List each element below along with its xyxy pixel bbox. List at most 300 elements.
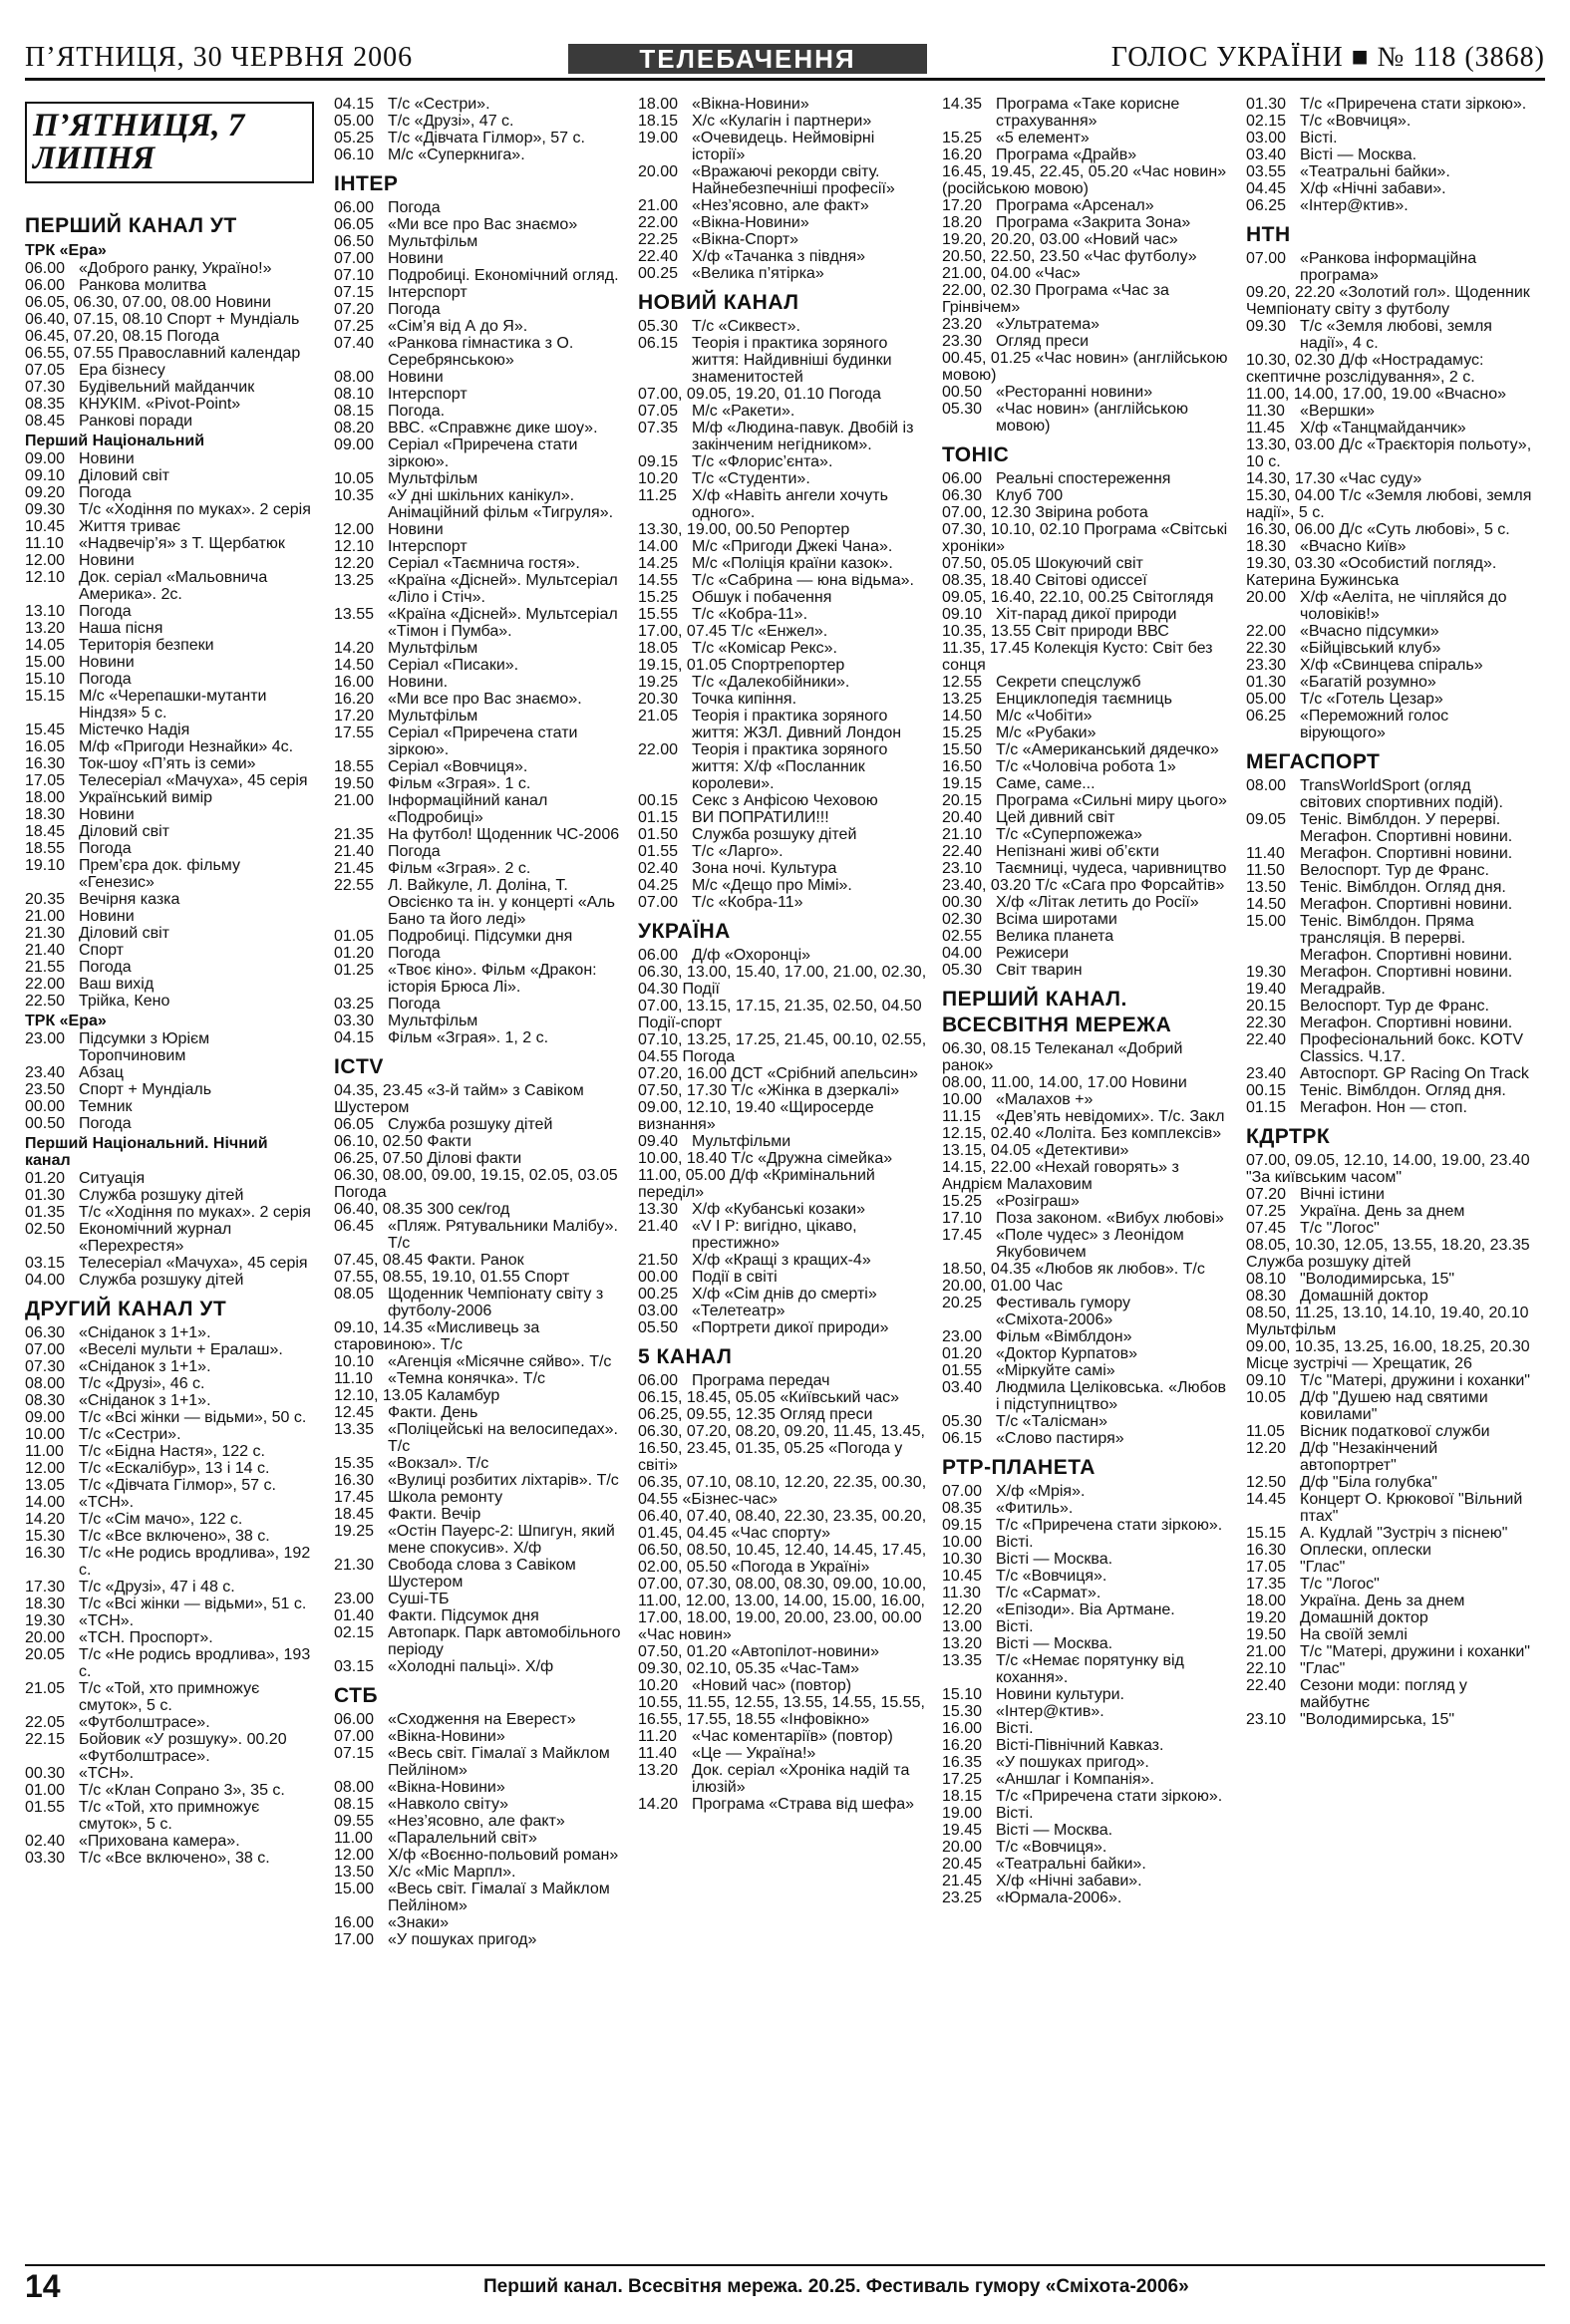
program-time: 10.00 xyxy=(942,1091,983,1108)
program-time: 11.45 xyxy=(1246,420,1285,436)
program-item xyxy=(942,197,1231,214)
program-title: Програма передач xyxy=(692,1372,830,1389)
program-time: 20.15 xyxy=(942,792,983,809)
program-title: Вісті. xyxy=(996,1805,1034,1822)
program-time: 22.15 xyxy=(25,1731,66,1748)
program-item xyxy=(638,453,927,470)
program-time: 06.45, 07.20, 08.15 xyxy=(25,328,162,345)
program-title: Т/с "Матері, дружини і коханки" xyxy=(1300,1372,1530,1389)
program-time: 09.00, 12.10, 19.40 xyxy=(638,1099,776,1116)
program-title: Ділові факти xyxy=(427,1150,522,1167)
program-item xyxy=(942,1210,1231,1227)
program-title: «Поле чудес» з Леонідом Якубовичем xyxy=(996,1227,1184,1261)
program-item xyxy=(638,1643,927,1660)
program-title: «ТСН». xyxy=(79,1494,135,1511)
program-time: 21.55 xyxy=(25,959,66,976)
program-time: 04.00 xyxy=(25,1272,66,1289)
program-time: 10.05 xyxy=(1246,1389,1287,1406)
channel-heading: УКРАЇНА xyxy=(638,920,731,943)
program-title: Мультфільм xyxy=(388,233,478,250)
program-time: 07.55, 08.55, 19.10, 01.55 xyxy=(334,1269,520,1286)
program-time: 07.15 xyxy=(334,284,375,301)
program-item xyxy=(1246,1203,1535,1220)
program-item xyxy=(334,1082,623,1116)
program-item xyxy=(334,826,623,843)
program-title: Т/с «Суперпожежа» xyxy=(996,826,1142,843)
program-item xyxy=(25,467,314,484)
program-title: Погода xyxy=(79,603,132,620)
program-title: Х/ф «Мрія». xyxy=(996,1483,1086,1500)
program-item xyxy=(25,1392,314,1409)
program-time: 04.00 xyxy=(942,945,983,962)
program-item xyxy=(25,1494,314,1511)
program-title: М/с «Пригоди Джекі Чана». xyxy=(692,538,893,555)
program-title: Д/ф "Незакінчений автопортрет" xyxy=(1300,1440,1438,1474)
program-item xyxy=(1246,1288,1535,1305)
program-item xyxy=(334,860,623,877)
program-time: 15.30, 04.00 xyxy=(1246,487,1335,504)
program-item xyxy=(638,589,927,606)
program-item xyxy=(25,518,314,535)
program-item xyxy=(1246,1152,1535,1186)
program-time: 16.00 xyxy=(942,1720,983,1737)
program-item xyxy=(942,1261,1231,1278)
program-item xyxy=(334,962,623,996)
program-item xyxy=(942,1720,1231,1737)
program-time: 19.00 xyxy=(942,1805,983,1822)
program-title: Місце зустрічі — Хрещатик, 26 xyxy=(1246,1355,1472,1372)
program-item xyxy=(25,1272,314,1289)
program-time: 07.10, 13.25, 17.25, 21.45, 00.10, 02.55, 04.55 xyxy=(638,1031,927,1065)
program-title: Секрети спецслужб xyxy=(996,674,1141,691)
program-item xyxy=(334,640,623,657)
program-title: "Володимирська, 15" xyxy=(1300,1711,1455,1728)
program-time: 11.30 xyxy=(942,1585,981,1601)
program-item xyxy=(1246,1082,1535,1099)
program-item xyxy=(334,1029,623,1046)
program-item xyxy=(25,396,314,413)
program-item xyxy=(1246,386,1535,403)
program-time: 01.55 xyxy=(942,1362,983,1379)
program-item xyxy=(334,996,623,1013)
program-time: 05.00 xyxy=(1246,691,1287,708)
program-item xyxy=(25,484,314,501)
program-time: 16.45, 19.45, 22.45, 05.20 xyxy=(942,163,1128,180)
program-item xyxy=(334,420,623,436)
program-title: Ситуація xyxy=(79,1170,146,1187)
program-item xyxy=(25,1081,314,1098)
program-time: 13.25 xyxy=(942,691,983,708)
program-item xyxy=(942,214,1231,231)
program-title: «Веселі мульти + Ералаш». xyxy=(79,1341,283,1358)
program-time: 18.30 xyxy=(1246,538,1287,555)
program-item xyxy=(25,277,314,294)
program-title: Х/ф «Аеліта, не чіпляйся до чоловіків!» xyxy=(1300,589,1507,623)
program-item xyxy=(334,487,623,521)
program-time: 01.30 xyxy=(1246,96,1287,113)
program-time: 06.05 xyxy=(334,1116,375,1133)
program-title: Фестиваль гумору «Сміхота-2006» xyxy=(996,1295,1130,1328)
program-item xyxy=(25,1850,314,1867)
program-item xyxy=(942,470,1231,487)
program-time: 00.00 xyxy=(638,1269,679,1286)
program-title: Док. серіал «Хроніка надій та ілюзій» xyxy=(692,1762,910,1796)
program-time: 21.05 xyxy=(25,1680,66,1697)
program-item xyxy=(25,1596,314,1612)
program-title: Т/с «Сага про Форсайтів» xyxy=(1035,877,1225,894)
program-time: 21.40 xyxy=(334,843,375,860)
program-title: Програма «Час за Грінвічем» xyxy=(942,282,1169,316)
program-time: 09.20 xyxy=(25,484,66,501)
program-time: 06.55, 07.55 xyxy=(25,345,114,362)
program-item xyxy=(25,654,314,671)
program-item xyxy=(942,623,1231,640)
program-item xyxy=(638,248,927,265)
program-title: Т/с «Той, хто примножує смуток», 5 с. xyxy=(79,1799,260,1833)
program-item xyxy=(334,1370,623,1387)
program-time: 18.45 xyxy=(334,1506,375,1523)
program-item xyxy=(638,265,927,282)
program-item xyxy=(25,925,314,942)
program-time: 20.00, 01.00 xyxy=(942,1278,1031,1295)
program-time: 01.05 xyxy=(334,928,375,945)
program-title: Подробиці. Економічний огляд. xyxy=(388,267,619,284)
program-time: 00.30 xyxy=(942,894,983,911)
program-item xyxy=(25,379,314,396)
program-time: 23.20 xyxy=(942,316,983,333)
program-item xyxy=(334,725,623,758)
program-title: Щоденник Чемпіонату світу з футболу-2006 xyxy=(388,1286,604,1319)
program-item xyxy=(334,1931,623,1948)
program-title: Домашній доктор xyxy=(1300,1288,1428,1305)
program-title: «Час новин» xyxy=(638,1626,732,1643)
program-title: «Малахов +» xyxy=(996,1091,1094,1108)
program-item xyxy=(334,267,623,284)
section-title: ТЕЛЕБАЧЕННЯ xyxy=(568,44,927,74)
program-title: Огляд преси xyxy=(780,1406,873,1423)
program-item xyxy=(942,1839,1231,1856)
program-item xyxy=(1246,640,1535,657)
program-time: 17.25 xyxy=(942,1771,983,1788)
program-time: 13.10 xyxy=(25,603,66,620)
program-time: 09.10 xyxy=(25,467,66,484)
program-time: 12.45 xyxy=(334,1404,375,1421)
program-item xyxy=(1246,657,1535,674)
program-item xyxy=(334,538,623,555)
program-title: «Бізнес-час» xyxy=(682,1491,778,1508)
program-time: 18.30 xyxy=(25,806,66,823)
program-item xyxy=(334,606,623,640)
program-time: 06.00 xyxy=(638,947,679,964)
program-time: 07.30, 10.10, 02.10 xyxy=(942,521,1080,538)
program-time: 06.40, 07.40, 08.40, 22.30, 23.35, 00.20, 01.45, 04.45 xyxy=(638,1508,927,1542)
program-item xyxy=(1246,1338,1535,1372)
program-time: 14.50 xyxy=(334,657,375,674)
program-title: Світові одиссеї xyxy=(1035,572,1147,589)
header-date: П’ЯТНИЦЯ, 30 ЧЕРВНЯ 2006 xyxy=(25,42,414,73)
program-title: Велика планета xyxy=(996,928,1114,945)
program-title: «Юрмала-2006». xyxy=(996,1889,1122,1906)
program-time: 06.25, 07.50 xyxy=(334,1150,423,1167)
program-time: 00.00 xyxy=(25,1098,66,1115)
program-title: Інтерспорт xyxy=(388,386,468,403)
program-time: 23.00 xyxy=(942,1328,983,1345)
program-title: «У дні шкільних канікул». Анімаційний фільм «Тигруля». xyxy=(388,487,614,521)
program-time: 06.30 xyxy=(942,487,983,504)
program-time: 06.45 xyxy=(334,1218,375,1235)
program-time: 23.00 xyxy=(334,1591,375,1607)
footer-highlight: Перший канал. Всесвітня мережа. 20.25. Фестиваль гумору «Сміхота-2006» xyxy=(483,2276,1189,2297)
program-item xyxy=(942,1227,1231,1261)
program-item xyxy=(334,1779,623,1796)
column-2 xyxy=(334,96,623,2253)
program-time: 08.35, 18.40 xyxy=(942,572,1031,589)
program-time: 06.00 xyxy=(25,260,66,277)
program-title: Подробиці. Підсумки дня xyxy=(388,928,573,945)
program-title: Мультфільм xyxy=(388,1013,478,1029)
program-time: 04.45 xyxy=(1246,180,1287,197)
program-title: Мультфільм xyxy=(388,470,478,487)
program-time: 01.55 xyxy=(25,1799,66,1816)
program-item xyxy=(25,1714,314,1731)
program-title: «Пляж. Рятувальники Малібу». Т/с xyxy=(388,1218,618,1252)
program-item xyxy=(638,1762,927,1796)
program-item xyxy=(25,552,314,569)
program-title: «Аншлаг і Компанія». xyxy=(996,1771,1154,1788)
program-time: 16.30, 06.00 xyxy=(1246,521,1335,538)
program-title: Х/ф «Танцмайданчик» xyxy=(1300,420,1466,436)
program-time: 10.20 xyxy=(638,470,679,487)
program-item xyxy=(942,146,1231,163)
program-time: 06.15, 18.45, 05.05 xyxy=(638,1389,776,1406)
program-title: Поза законом. «Вибух любові» xyxy=(996,1210,1224,1227)
program-time: 22.40 xyxy=(942,843,983,860)
program-time: 03.40 xyxy=(1246,146,1287,163)
program-title: Спорт + Мундіаль xyxy=(79,1081,212,1098)
program-item xyxy=(25,1255,314,1272)
program-time: 12.00 xyxy=(334,1847,375,1864)
program-item xyxy=(25,976,314,993)
program-title: «Золотий гол». Щоденник Чемпіонату світу з футболу xyxy=(1246,284,1530,318)
program-title: Погода xyxy=(79,484,132,501)
program-time: 01.30 xyxy=(25,1187,66,1204)
program-title: Т/с «Бідна Настя», 122 с. xyxy=(79,1443,265,1460)
program-title: «Час новин» (російською мовою) xyxy=(942,163,1227,197)
program-title: Служба розшуку дітей xyxy=(388,1116,553,1133)
program-time: 16.00 xyxy=(334,1914,375,1931)
program-item xyxy=(25,345,314,362)
program-title: Фільм «Зграя». 1 с. xyxy=(388,775,531,792)
program-time: 13.50 xyxy=(1246,879,1287,896)
program-title: Т/с «Сестри». xyxy=(79,1426,181,1443)
program-title: «5 елемент» xyxy=(996,130,1090,146)
program-item xyxy=(1246,284,1535,318)
program-time: 12.10, 13.05 xyxy=(334,1387,423,1404)
program-title: «Футболштрасе». xyxy=(79,1714,210,1731)
program-item xyxy=(942,928,1231,945)
program-title: «Паралельний світ» xyxy=(388,1830,537,1847)
program-item xyxy=(638,1031,927,1065)
program-time: 15.10 xyxy=(25,671,66,688)
program-title: «Вершки» xyxy=(1300,403,1376,420)
program-time: 01.50 xyxy=(638,826,679,843)
program-item xyxy=(1246,964,1535,981)
program-item xyxy=(1246,180,1535,197)
program-item xyxy=(334,1455,623,1472)
program-time: 18.05 xyxy=(638,640,679,657)
program-time: 19.30 xyxy=(25,1612,66,1629)
program-title: «ТСН». xyxy=(79,1765,135,1782)
program-item xyxy=(942,1551,1231,1568)
program-title: Т/с «Дружна сімейка» xyxy=(731,1150,893,1167)
program-item xyxy=(334,1252,623,1269)
program-item xyxy=(638,1099,927,1133)
program-item xyxy=(334,436,623,470)
program-title: Т/с "Логос" xyxy=(1300,1576,1380,1593)
program-title: «Час футболу» xyxy=(1084,248,1197,265)
program-item xyxy=(638,826,927,843)
program-time: 08.35 xyxy=(25,396,66,413)
program-item xyxy=(25,772,314,789)
program-title: Погода xyxy=(682,1048,736,1065)
program-item xyxy=(1246,998,1535,1015)
program-item xyxy=(1246,130,1535,146)
program-item xyxy=(25,1064,314,1081)
program-time: 14.50 xyxy=(942,708,983,725)
program-title: Огляд преси xyxy=(996,333,1090,350)
program-item xyxy=(1246,708,1535,741)
program-title: Служба розшуку дітей xyxy=(692,826,857,843)
program-time: 11.25 xyxy=(638,487,677,504)
program-item xyxy=(1246,163,1535,180)
program-item xyxy=(638,335,927,386)
program-item xyxy=(1246,1031,1535,1065)
date-title: П’ЯТНИЦЯ, 7 ЛИПНЯ xyxy=(25,102,314,183)
program-time: 22.00 xyxy=(1246,623,1287,640)
channel-heading: КДРТРК xyxy=(1246,1125,1331,1148)
program-item xyxy=(942,1483,1231,1500)
program-item xyxy=(334,1523,623,1557)
program-item xyxy=(334,199,623,216)
program-title: Х/ф «Сім днів до смерті» xyxy=(692,1286,877,1303)
program-time: 18.15 xyxy=(942,1788,983,1805)
program-item xyxy=(942,1873,1231,1889)
program-item xyxy=(1246,896,1535,913)
program-item xyxy=(1246,113,1535,130)
program-time: 03.30 xyxy=(334,1013,375,1029)
program-time: 07.20, 16.00 xyxy=(638,1065,727,1082)
program-item xyxy=(638,197,927,214)
program-time: 10.30 xyxy=(942,1551,983,1568)
program-item xyxy=(942,708,1231,725)
program-time: 12.10 xyxy=(334,538,375,555)
program-title: Каламбур xyxy=(427,1387,500,1404)
program-time: 07.00 xyxy=(334,1728,375,1745)
program-item xyxy=(638,1423,927,1474)
program-time: 11.15 xyxy=(942,1108,981,1125)
program-item xyxy=(1246,1440,1535,1474)
program-title: «Міркуйте самі» xyxy=(996,1362,1115,1379)
program-time: 22.05 xyxy=(25,1714,66,1731)
program-time: 12.10 xyxy=(25,569,66,586)
channel-heading: ICTV xyxy=(334,1055,384,1078)
program-item xyxy=(334,1404,623,1421)
program-title: «Країна «Дісней». Мультсеріал «Тімон і Пумба». xyxy=(388,606,618,640)
program-time: 16.20 xyxy=(942,146,983,163)
program-title: «Розіграш» xyxy=(996,1193,1080,1210)
program-time: 18.45 xyxy=(25,823,66,840)
program-title: «Детективи» xyxy=(1035,1142,1129,1159)
program-title: «Вокзал». Т/с xyxy=(388,1455,489,1472)
program-time: 15.35 xyxy=(334,1455,375,1472)
program-title: Програма «Світські хроніки» xyxy=(942,521,1228,555)
program-title: Теорія і практика зоряного життя: ЖЗЛ. Дивний Лондон xyxy=(692,708,902,741)
program-title: Х/ф «Навіть ангели хочуть одного». xyxy=(692,487,888,521)
program-title: Ток-шоу «П’ять із семи» xyxy=(79,755,256,772)
program-time: 14.45 xyxy=(1246,1491,1287,1508)
program-item xyxy=(638,1677,927,1694)
program-time: 13.30, 03.00 xyxy=(1246,436,1335,453)
program-time: 02.15 xyxy=(334,1624,375,1641)
program-item xyxy=(638,1201,927,1218)
column-3 xyxy=(638,96,927,2253)
program-title: Т/с «Далекобійники». xyxy=(692,674,850,691)
program-item xyxy=(1246,1643,1535,1660)
program-item xyxy=(1246,674,1535,691)
program-title: Концерт О. Крюкової "Вільний птах" xyxy=(1300,1491,1523,1525)
program-title: Мегафон. Спортивні новини. xyxy=(1300,964,1513,981)
program-item xyxy=(25,738,314,755)
program-time: 12.55 xyxy=(942,674,983,691)
program-title: Т/с «Не родись вродлива», 193 с. xyxy=(79,1646,311,1680)
program-item xyxy=(638,470,927,487)
program-time: 05.30 xyxy=(942,1413,983,1430)
program-item xyxy=(942,555,1231,572)
program-item xyxy=(638,894,927,911)
program-time: 11.30 xyxy=(1246,403,1285,420)
program-title: Автопарк. Парк автомобільного періоду xyxy=(388,1624,621,1658)
program-title: Саме, саме... xyxy=(996,775,1096,792)
program-time: 11.10 xyxy=(334,1370,373,1387)
program-time: 12.50 xyxy=(1246,1474,1287,1491)
program-time: 08.15 xyxy=(334,403,375,420)
program-item xyxy=(942,504,1231,521)
program-time: 16.35 xyxy=(942,1754,983,1771)
block-subheading: ТРК «Ера» xyxy=(25,1013,107,1029)
program-title: "Глас" xyxy=(1300,1660,1346,1677)
program-item xyxy=(638,1576,927,1643)
program-item xyxy=(334,130,623,146)
program-item xyxy=(334,284,623,301)
program-item xyxy=(638,1728,927,1745)
program-time: 06.15 xyxy=(942,1430,983,1447)
program-time: 15.45 xyxy=(25,722,66,738)
program-title: Програма «Сильні миру цього» xyxy=(996,792,1227,809)
program-time: 19.25 xyxy=(334,1523,375,1540)
program-title: Теніс. Вімблдон. Пряма трансляція. В перерві. Мегафон. Спортивні новини. xyxy=(1300,913,1513,964)
program-item xyxy=(942,911,1231,928)
program-title: «Багатій розумно» xyxy=(1300,674,1436,691)
program-time: 06.10, 02.50 xyxy=(334,1133,423,1150)
program-item xyxy=(25,1115,314,1132)
program-item xyxy=(25,1731,314,1765)
program-item xyxy=(638,1745,927,1762)
program-time: 09.30 xyxy=(25,501,66,518)
program-time: 09.10 xyxy=(942,606,983,623)
program-title: Погода xyxy=(79,959,132,976)
program-item xyxy=(25,1833,314,1850)
program-item xyxy=(942,775,1231,792)
